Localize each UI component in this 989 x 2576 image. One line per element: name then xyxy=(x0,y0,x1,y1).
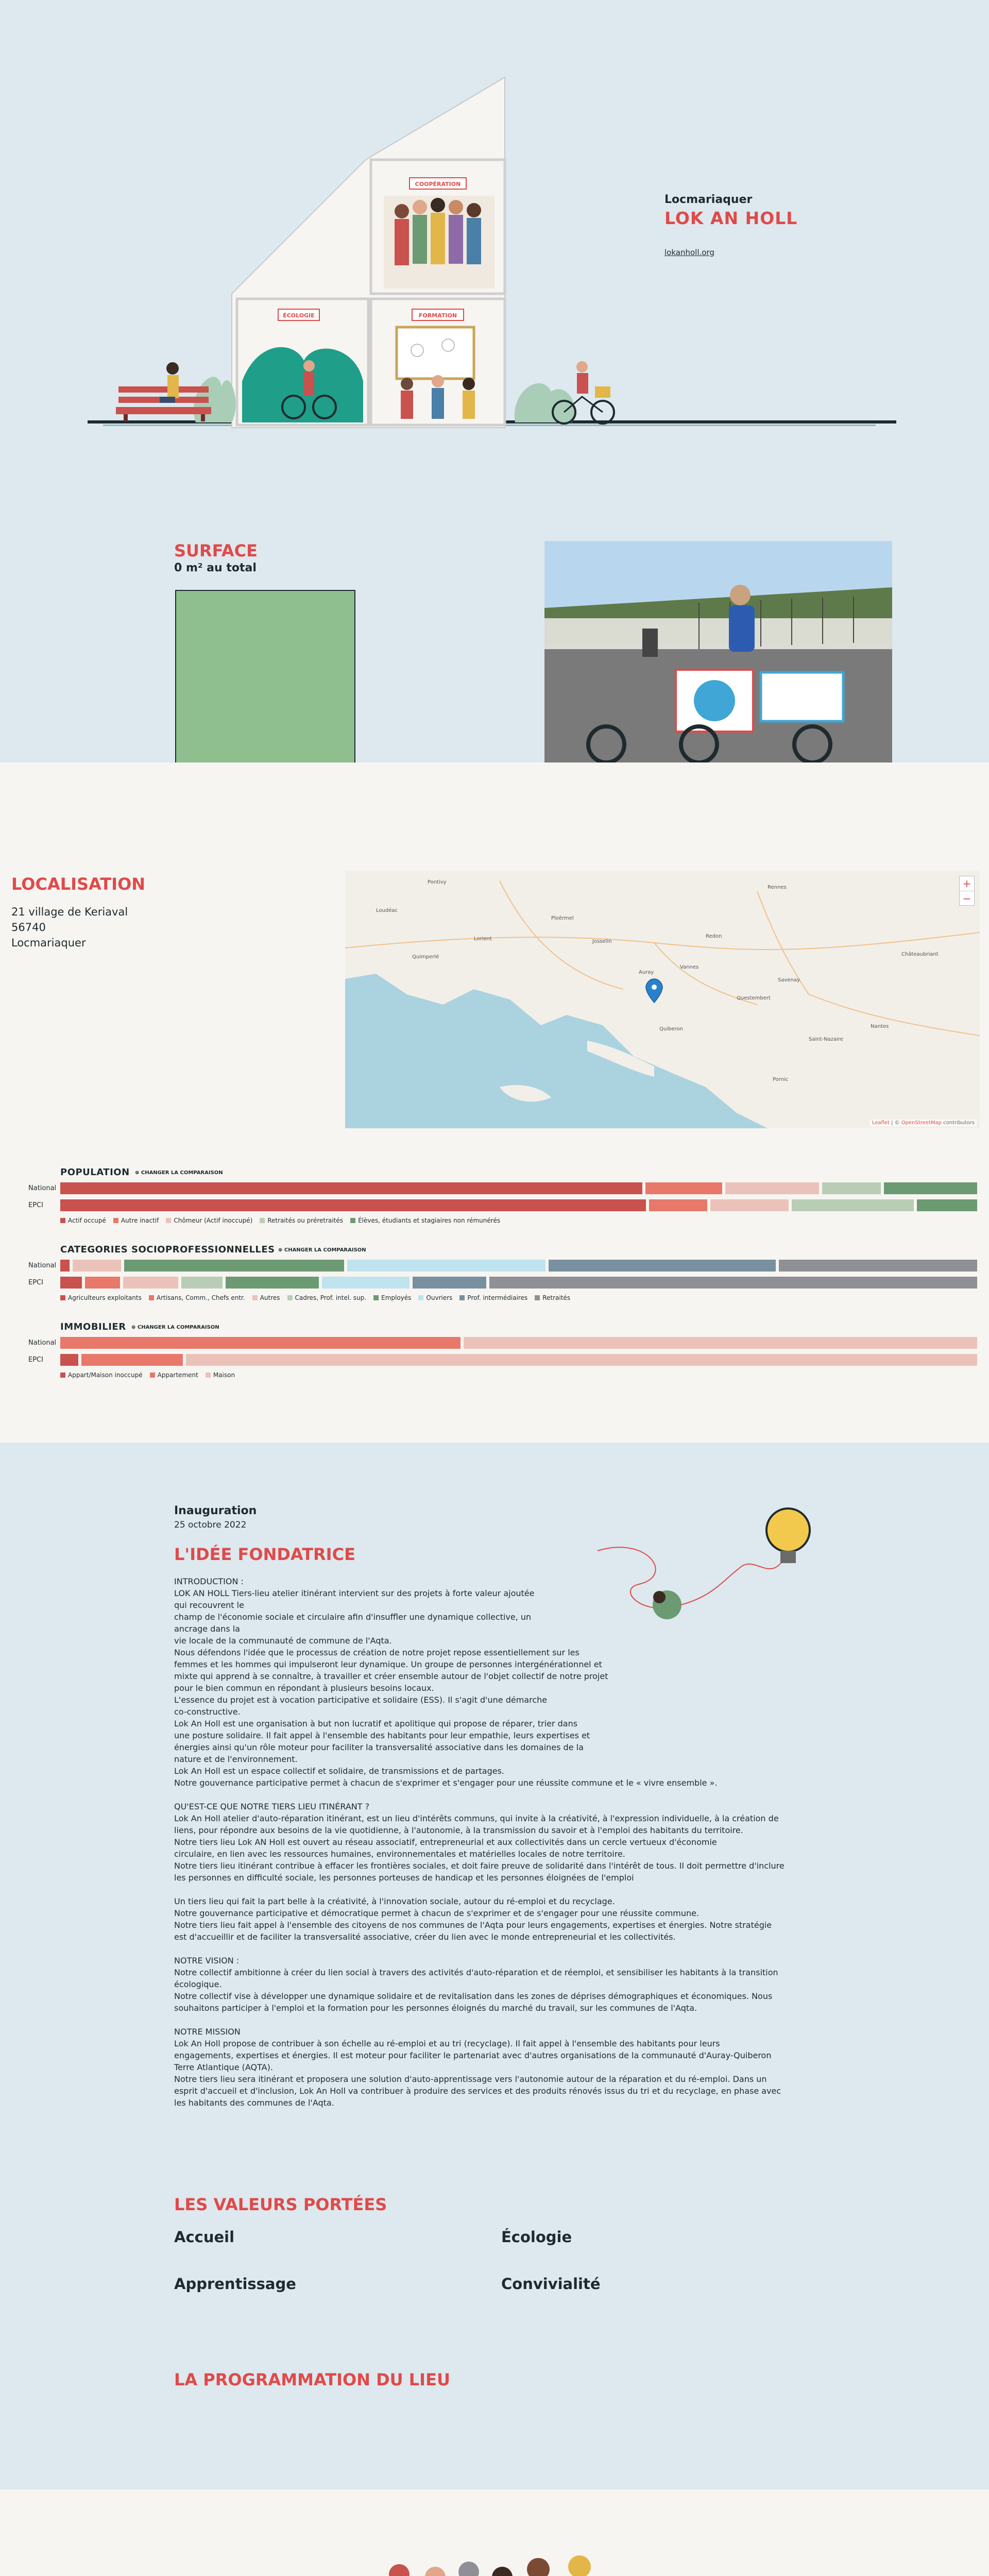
map-place-labels xyxy=(345,871,980,1128)
legend-label: Appartement xyxy=(157,1371,198,1379)
bar-segment xyxy=(60,1199,646,1211)
map-label: Ploërmel xyxy=(551,916,574,921)
legend-item xyxy=(418,1294,452,1301)
legend-swatch xyxy=(350,1218,355,1223)
legend-item xyxy=(252,1294,280,1301)
value-item: Convivialité xyxy=(501,2275,601,2293)
address xyxy=(11,904,128,951)
population-title: POPULATION xyxy=(60,1167,130,1178)
bar-segment xyxy=(645,1182,722,1194)
legend-label: Retraités ou préretraités xyxy=(267,1217,344,1224)
cyclist-icon xyxy=(515,361,614,423)
row-label-epci: EPCI xyxy=(28,1201,43,1209)
population-national-bar xyxy=(60,1182,977,1194)
address-postcode: 56740 xyxy=(11,921,46,934)
legend-label: Agriculteurs exploitants xyxy=(68,1294,142,1301)
legend-swatch xyxy=(60,1372,65,1378)
legend-item xyxy=(287,1294,367,1301)
legend-item xyxy=(166,1217,252,1224)
hero-section xyxy=(0,0,989,469)
cooperation-label: COOPÉRATION xyxy=(415,181,461,188)
map-label: Josselin xyxy=(592,939,612,944)
bar-segment xyxy=(917,1199,977,1211)
row-label-national: National xyxy=(28,1339,57,1347)
legend-label: Employés xyxy=(381,1294,412,1301)
legend-item xyxy=(350,1217,500,1224)
event-date: 25 octobre 2022 xyxy=(174,1520,247,1530)
legend-swatch xyxy=(166,1218,171,1223)
bar-segment xyxy=(464,1337,977,1349)
osm-link[interactable]: OpenStreetMap xyxy=(901,1120,942,1126)
attribution-contributors: contributors xyxy=(942,1120,975,1126)
attribution-separator: | © xyxy=(889,1120,901,1126)
map-label: Savenay xyxy=(778,977,800,983)
surface-section xyxy=(0,469,989,762)
legend-swatch xyxy=(252,1295,258,1300)
map-label: Loudéac xyxy=(376,908,398,913)
legend-swatch xyxy=(149,1295,154,1300)
actors-group-icon xyxy=(376,2546,618,2576)
bar-segment xyxy=(60,1277,82,1289)
legend-item xyxy=(459,1294,527,1301)
legend-label: Ouvriers xyxy=(426,1294,453,1301)
legend-item xyxy=(206,1371,235,1379)
ecology-scene-icon xyxy=(242,347,363,422)
bar-segment xyxy=(413,1277,486,1289)
csp-epci-bar xyxy=(60,1277,977,1289)
value-item: Accueil xyxy=(174,2228,235,2246)
row-label-epci: EPCI xyxy=(28,1356,43,1364)
immobilier-epci-bar xyxy=(60,1354,977,1366)
map-label: Quiberon xyxy=(659,1026,683,1032)
zoom-in-button[interactable]: + xyxy=(962,877,971,890)
bar-segment xyxy=(81,1354,182,1366)
map-label: Lorient xyxy=(474,936,492,942)
bar-segment xyxy=(60,1260,70,1272)
bar-segment xyxy=(710,1199,789,1211)
bar-segment xyxy=(60,1337,461,1349)
legend-swatch xyxy=(206,1372,211,1378)
cooperation-sign xyxy=(410,178,466,189)
hero-title: LOK AN HOLL xyxy=(664,208,798,228)
row-label-national: National xyxy=(28,1184,57,1192)
values-title: LES VALEURS PORTÉES xyxy=(174,2195,387,2214)
map-label: Quimperlé xyxy=(412,954,439,960)
localisation-section xyxy=(0,762,989,1443)
bar-segment xyxy=(226,1277,319,1289)
csp-compare-button[interactable]: ⊕ CHANGER LA COMPARAISON xyxy=(278,1247,366,1253)
legend-swatch xyxy=(260,1218,265,1223)
legend-label: Artisans, Comm., Chefs entr. xyxy=(156,1294,245,1301)
bench-reader-icon xyxy=(116,362,235,422)
legend-item xyxy=(60,1371,143,1379)
legend-label: Cadres, Prof. intel. sup. xyxy=(295,1294,367,1301)
legend-swatch xyxy=(113,1218,118,1223)
immobilier-title: IMMOBILIER xyxy=(60,1321,126,1332)
idea-section xyxy=(0,1443,989,2489)
bar-segment xyxy=(884,1182,977,1194)
bar-segment xyxy=(549,1260,776,1272)
map-label: Pontivy xyxy=(428,879,447,885)
csp-legend xyxy=(60,1294,570,1301)
legend-swatch xyxy=(150,1372,155,1378)
values-grid xyxy=(174,2228,844,2293)
legend-swatch xyxy=(535,1295,540,1300)
bar-segment xyxy=(347,1260,545,1272)
actors-section xyxy=(0,2489,989,2576)
localisation-title: LOCALISATION xyxy=(11,874,146,894)
bar-segment xyxy=(792,1199,914,1211)
legend-item xyxy=(113,1217,159,1224)
legend-item xyxy=(373,1294,411,1301)
legend-item xyxy=(149,1294,245,1301)
address-street: 21 village de Keriaval xyxy=(11,906,128,918)
population-epci-bar xyxy=(60,1199,977,1211)
formation-label: FORMATION xyxy=(418,312,457,319)
idea-title: L'IDÉE FONDATRICE xyxy=(174,1545,355,1564)
legend-item xyxy=(60,1217,106,1224)
legend-swatch xyxy=(373,1295,379,1300)
address-city: Locmariaquer xyxy=(11,937,86,949)
leaflet-link[interactable]: Leaflet xyxy=(872,1120,890,1126)
surface-title: SURFACE xyxy=(174,541,258,561)
value-item: Écologie xyxy=(501,2228,572,2246)
legend-label: Élèves, étudiants et stagiaires non rémunérés xyxy=(358,1217,501,1224)
legend-label: Retraités xyxy=(542,1294,571,1301)
map-label: Rennes xyxy=(768,885,787,890)
legend-label: Chômeur (Actif inoccupé) xyxy=(174,1217,253,1224)
bar-segment xyxy=(186,1354,977,1366)
map-label: Auray xyxy=(639,970,654,975)
legend-item xyxy=(60,1294,142,1301)
cooperation-people-icon xyxy=(384,196,494,289)
legend-item xyxy=(535,1294,570,1301)
hero-info xyxy=(664,193,797,257)
surface-total: 0 m² au total xyxy=(174,562,257,574)
bar-segment xyxy=(322,1277,410,1289)
bar-segment xyxy=(489,1277,977,1289)
bar-segment xyxy=(123,1277,179,1289)
map-label: Nantes xyxy=(871,1024,889,1029)
map-attribution xyxy=(870,1120,977,1126)
bar-segment xyxy=(73,1260,122,1272)
row-label-national: National xyxy=(28,1262,57,1269)
map-zoom-control xyxy=(959,876,975,906)
map[interactable] xyxy=(345,871,980,1128)
legend-swatch xyxy=(418,1295,423,1300)
legend-swatch xyxy=(459,1295,465,1300)
idea-text: INTRODUCTION : LOK AN HOLL Tiers-lieu atelier itinérant intervient sur des projets à forte valeur ajoutée qui recouvrent le champ de l'économie sociale et circulaire afin d'insuffler une dynamique collective, un ancrage dans la vie locale de la communauté de commune de l'Aqta. Nous défendons l'idée que le processus de création de notre projet repose essentiellement sur les femmes et les hommes qui impulseront leur dynamique. Un groupe de personnes intergénérationnel et mixte qui apprend à se connaître, à travailler et créer ensemble autour de l'objet collectif de notre projet pour le bien commun en répondant à plusieurs besoins locaux. L'essence du projet est à vocation participative et solidaire (ESS). Il s'agit d'une démarche co-constructive. Lok An Holl est une organisation à but non lucratif et apolitique qui propose de réparer, trier dans une posture solidaire. Il fait appel à l'ensemble des habitants pour leur empathie, leurs expertises et énergies ainsi qu'un rôle moteur pour faciliter la transversalité associative dans les domaines de la nature et de l'environnement. Lok An Holl est un espace collectif et solidaire, de transmissions et de partages. Notre gouvernance participative permet à chacun de s'exprimer et s'engager pour une réussite commune et le « vivre ensemble ». QU'EST-CE QUE NOTRE TIERS LIEU ITINÉRANT ? Lok An Holl atelier d'auto-réparation itinérant, est un lieu d'intérêts communs, qui invite à la créativité, à l'expression individuelle, à la création de liens, pour répondre aux besoins de la vie quotidienne, à l'autonomie, à la transmission du savoir et à l'emploi des habitants du territoire. Notre tiers lieu Lok AN Holl est ouvert au réseau associatif, entrepreneurial et aux collectivités dans un cercle vertueux d'économie circulaire, en lien avec les ressources humaines, environnementales et matérielles locales de notre territoire. Notre tiers lieu itinérant contribue à effacer les frontières sociales, et doit faire preuve de solidarité dans l'intérêt de tous. Il doit permettre d'inclure les personnes en difficulté sociale, les personnes porteuses de handicap et les personnes éloignées de l'emploi Un tiers lieu qui fait la part belle à la créativité, à l'innovation sociale, autour du ré-emploi et du recyclage. Notre gouvernance participative et démocratique permet à chacun de s'exprimer et de s'engager pour une réussite commune. Notre tiers lieu fait appel à l'ensemble des citoyens de nos communes de l'Aqta pour leurs engagements, expertises et énergies. Notre stratégie est d'accueillir et de faciliter la transversalité associative, créer du lien avec le monde entrepreneurial et les collectivités. NOTRE VISION : Notre collectif ambitionne à créer du lien social à travers des activités d'auto-réparation et de réemploi, et sensibiliser les habitants à la transition écologique. Notre collectif vise à développer une dynamique solidaire et de revitalisation dans les zones de déprises démographiques et économiques. Nous souhaitons participer à l'emploi et la formation pour les personnes éloignés du marché du travail, sur les communes de l'Aqta. NOTRE MISSION Lok An Holl propose de contribuer à son échelle au ré-emploi et au tri (recyclage). Il fait appel à l'ensemble des habitants pour leurs engagements, expertises et énergies. Il est moteur pour faciliter le partenariat avec d'autres organisations de la communauté d'Auray-Quiberon Terre Atlantique (AQTA). Notre tiers lieu sera itinérant et proposera une solution d'auto-apprentissage vers l'autonomie autour de la réparation et du ré-emploi. Dans un esprit d'accueil et d'inclusion, Lok An Holl va contribuer à produire des services et des produits rénovés issus du tri et du recyclage, en phase avec les habitants des communes de l'Aqta. xyxy=(174,1577,785,2108)
bar-segment xyxy=(181,1277,223,1289)
legend-label: Appart/Maison inoccupé xyxy=(68,1371,143,1379)
csp-title: CATEGORIES SOCIOPROFESSIONNELLES xyxy=(60,1244,275,1255)
legend-label: Autre inactif xyxy=(121,1217,159,1224)
population-legend xyxy=(60,1217,500,1224)
bar-segment xyxy=(85,1277,120,1289)
legend-item xyxy=(260,1217,343,1224)
map-label: Saint-Nazaire xyxy=(809,1037,843,1042)
bar-segment xyxy=(124,1260,344,1272)
map-label: Pornic xyxy=(773,1077,789,1082)
legend-label: Autres xyxy=(260,1294,280,1301)
event-title: Inauguration xyxy=(174,1504,257,1517)
formation-scene-icon xyxy=(397,327,475,419)
cargo-bike-photo xyxy=(544,541,892,773)
immobilier-national-bar xyxy=(60,1337,977,1349)
legend-label: Actif occupé xyxy=(68,1217,106,1224)
hero-location: Locmariaquer xyxy=(664,193,753,206)
bar-segment xyxy=(60,1182,642,1194)
map-label: Questembert xyxy=(737,995,771,1001)
ecology-sign xyxy=(278,309,319,320)
bar-segment xyxy=(649,1199,707,1211)
map-label: Redon xyxy=(706,934,722,939)
legend-swatch xyxy=(287,1295,293,1300)
population-compare-button[interactable]: ⊕ CHANGER LA COMPARAISON xyxy=(135,1170,223,1176)
row-label-epci: EPCI xyxy=(28,1279,43,1286)
legend-swatch xyxy=(60,1295,65,1300)
bar-segment xyxy=(779,1260,977,1272)
legend-label: Prof. intermédiaires xyxy=(467,1294,528,1301)
legend-swatch xyxy=(60,1218,65,1223)
map-label: Châteaubriant xyxy=(901,952,939,957)
legend-label: Maison xyxy=(213,1371,235,1379)
formation-sign xyxy=(412,309,464,320)
program-title: LA PROGRAMMATION DU LIEU xyxy=(174,2370,450,2389)
value-item: Apprentissage xyxy=(174,2275,296,2293)
bar-segment xyxy=(725,1182,819,1194)
map-label: Vannes xyxy=(680,964,699,970)
bar-segment xyxy=(822,1182,881,1194)
bar-segment xyxy=(60,1354,78,1366)
zoom-out-button[interactable]: − xyxy=(960,891,974,905)
immobilier-compare-button[interactable]: ⊕ CHANGER LA COMPARAISON xyxy=(131,1325,219,1330)
legend-item xyxy=(150,1371,198,1379)
csp-national-bar xyxy=(60,1260,977,1272)
ecology-label: ÉCOLOGIE xyxy=(283,312,315,319)
immobilier-legend xyxy=(60,1371,235,1379)
website-link[interactable]: lokanholl.org xyxy=(664,248,714,257)
surface-plot xyxy=(175,590,355,770)
